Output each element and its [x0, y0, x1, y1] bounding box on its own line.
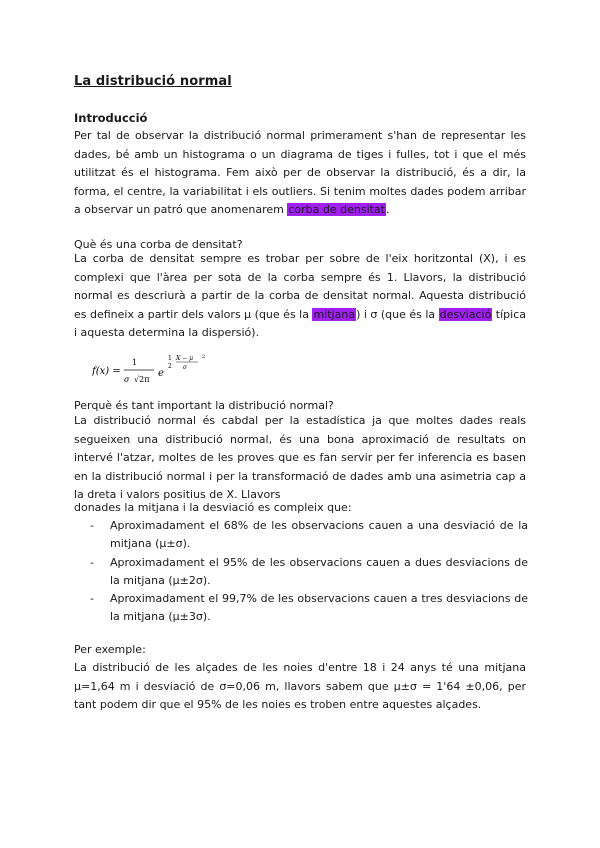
formula-exp-half-num: 1	[168, 355, 172, 362]
list-item	[74, 554, 528, 591]
intro-text-a: Per tal de observar la distribució normal primerament s'han de representar les dades, bé amb un histograma o un diagrama de tiges i fulles, tot i que el més utilitzat és el histograma. Fem això per de observar la distribució, és a dir, la forma, el centre, la variabilitat i els outliers. Si tenim moltes dades podem arribar a observar un patró que anomenarem	[74, 129, 526, 217]
example-label: Per exemple:	[74, 643, 146, 656]
list-item-text: Aproximadament el 68% de les observacions cauen a una desviació de la mitjana (μ±σ).	[110, 519, 528, 551]
formula-exp-half-den: 2	[168, 363, 172, 370]
highlight-mitjana: mitjana	[313, 307, 356, 321]
density-text-a: La corba de densitat sempre es trobar per sobre de l'eix horitzontal (X), i es complexi que l'àrea per sota de la corba sempre és 1. Llavors, la distribució normal es descriurà a partir de la corba de densitat normal. Aquesta distribució es defineix a partir dels valors μ (que és la	[74, 252, 526, 321]
normal-density-formula	[92, 350, 272, 390]
list-dash: -	[90, 519, 94, 532]
list-item	[74, 517, 528, 554]
empirical-rule-list	[74, 517, 528, 627]
density-text-b: ) i σ (que és la	[356, 307, 439, 321]
list-dash: -	[90, 592, 94, 606]
question-importance: Perquè és tant important la distribució normal?	[74, 399, 334, 412]
formula-den-sigma: σ	[124, 375, 130, 384]
highlight-corba-de-densitat: corba de densitat	[288, 203, 385, 217]
formula-numerator: 1	[132, 358, 138, 367]
list-item-text: Aproximadament el 99,7% de les observacions cauen a tres desviacions de la mitjana (μ±3σ).	[110, 592, 528, 624]
formula-den-sqrt: √2π	[134, 375, 150, 384]
formula-exp-body-den: σ	[183, 364, 188, 371]
importance-paragraph-continued: donades la mitjana i la desviació es compleix que:	[74, 501, 352, 514]
importance-paragraph: La distribució normal és cabdal per la estadística ja que moltes dades reals segueixen una distribució normal, és una bona aproximació de resultats on intervé l'atzar, moltes de les proves que es fan servir per fer inferencia es basen en la distribució normal i per la transformació de dades amb una asimetria cap a la dreta i valors positius de X. Llavors	[74, 414, 526, 502]
formula-exp-base: e	[158, 368, 164, 379]
section-heading-intro: Introducció	[74, 111, 148, 125]
question-density-curve: Què és una corba de densitat?	[74, 238, 243, 251]
density-paragraph	[74, 250, 526, 343]
list-dash: -	[90, 555, 94, 569]
formula-exp-body-num: X − μ	[176, 355, 194, 362]
intro-text-b: .	[386, 203, 390, 217]
list-item-text: Aproximadament el 95% de les observacions cauen a dues desviacions de la mitjana (μ±2σ).	[110, 555, 528, 587]
formula-exp-power: 2	[202, 354, 206, 360]
page-title: La distribució normal	[74, 74, 232, 89]
density-text-c: típica i aquesta determina la dispersió).	[74, 307, 526, 340]
list-item	[74, 590, 528, 627]
example-paragraph: La distribució de les alçades de les noies d'entre 18 i 24 anys té una mitjana μ=1,64 m i desviació de σ=0,06 m, llavors sabem que μ±σ = 1'64 ±0,06, per tant podem dir que el 95% de les noies es troben entre aquestes alçades.	[74, 661, 526, 712]
formula-lhs: f(x) =	[92, 366, 121, 377]
intro-paragraph	[74, 127, 526, 220]
highlight-desviacio: desviació	[439, 307, 492, 321]
